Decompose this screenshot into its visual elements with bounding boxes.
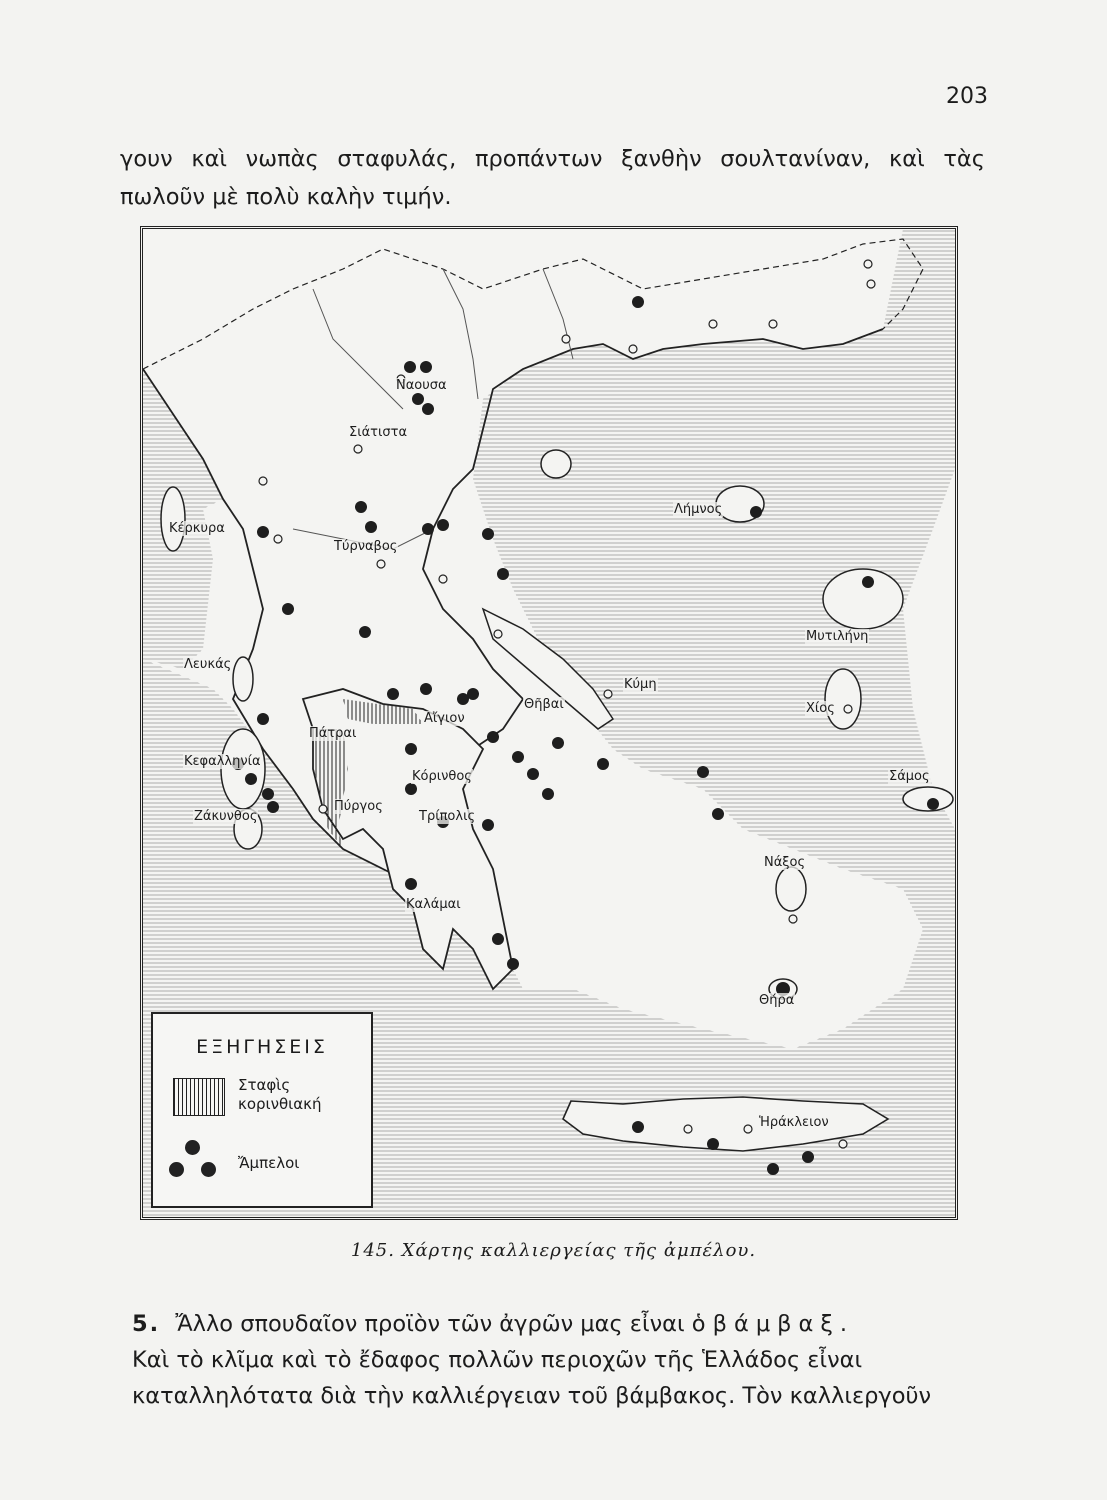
label-naxos: Νάξος: [764, 855, 806, 870]
label-lemnos: Λήμνος: [674, 502, 723, 517]
label-kerkyra: Κέρκυρα: [169, 521, 225, 536]
figure-caption: 145. Χάρτης καλλιεργείας τῆς ἀμπέλου.: [350, 1240, 757, 1261]
island-chios: [825, 669, 861, 729]
vine-cultivation-map: [140, 226, 958, 1220]
label-kefallinia: Κεφαλληνία: [184, 754, 261, 769]
section-paragraph: [132, 1306, 985, 1414]
label-thivai: Θῆβαι: [524, 697, 564, 712]
island-naxos: [776, 867, 806, 911]
map-legend: [151, 1012, 373, 1208]
legend-title: ΕΞΗΓΗΣΕΙΣ: [196, 1036, 328, 1058]
legend-vines-label: Ἄμπελοι: [238, 1154, 300, 1172]
island-kefallinia: [221, 729, 265, 809]
section-line-2: Καὶ τὸ κλῖμα καὶ τὸ ἔδαφος πολλῶν περιοχῶν τῆς Ἑλλάδος εἶναι: [132, 1347, 863, 1373]
page-number: 203: [946, 84, 988, 109]
island-thasos: [541, 450, 571, 478]
section-line-1-spaced: βάμβαξ.: [712, 1311, 855, 1337]
section-line-1-text: Ἄλλο σπουδαῖον προϊὸν τῶν ἀγρῶν μας εἶναι ὁ: [175, 1311, 706, 1337]
label-chios: Χίος: [806, 701, 835, 716]
label-aigion: Αἴγιον: [424, 711, 465, 726]
raisin-hatch-swatch: [173, 1078, 225, 1116]
label-mytilini: Μυτιλήνη: [806, 629, 869, 644]
river-axios: [443, 269, 478, 399]
river-aliakmon: [313, 289, 403, 409]
top-line-1: γουν καὶ νωπὰς σταφυλάς, προπάντων ξανθὴν σουλτανίναν, καὶ τὰς: [120, 146, 985, 172]
section-number: 5.: [132, 1311, 161, 1337]
label-kalamai: Καλάμαι: [406, 897, 461, 912]
label-siatista: Σιάτιστα: [349, 425, 408, 440]
label-thira: Θήρα: [759, 993, 795, 1008]
section-line-1: [132, 1306, 985, 1342]
legend-raisin-label-1: Σταφὶς: [238, 1076, 291, 1094]
label-tripolis: Τρίπολις: [419, 809, 476, 824]
label-samos: Σάμος: [889, 769, 930, 784]
label-naousa: Ναουσα: [396, 378, 447, 393]
top-paragraph: [120, 140, 985, 216]
island-lefkada: [233, 657, 253, 701]
island-samos: [903, 787, 953, 811]
raisin-gulf-coast: [343, 699, 423, 724]
label-lefkas: Λευκάς: [184, 657, 232, 672]
label-pyrgos: Πύργος: [334, 799, 383, 814]
label-kymi: Κύμη: [624, 677, 657, 692]
vine-dots-swatch: [167, 1140, 227, 1186]
top-line-2: πωλοῦν μὲ πολὺ καλὴν τιμήν.: [120, 184, 452, 210]
legend-raisin-label-2: κορινθιακή: [238, 1095, 322, 1113]
label-tyrnavos: Τύρναβος: [334, 539, 398, 554]
label-irakleion: Ἡράκλειον: [759, 1115, 829, 1130]
island-corfu: [161, 487, 185, 551]
label-korinthos: Κόρινθος: [412, 769, 472, 784]
label-patrai: Πάτραι: [309, 726, 357, 741]
river-strymon: [543, 269, 573, 359]
label-zakynthos: Ζάκυνθος: [194, 809, 258, 824]
section-line-3: καταλληλότατα διὰ τὴν καλλιέργειαν τοῦ βάμβακος. Τὸν καλλιεργοῦν: [132, 1383, 932, 1409]
island-lesvos: [823, 569, 903, 629]
